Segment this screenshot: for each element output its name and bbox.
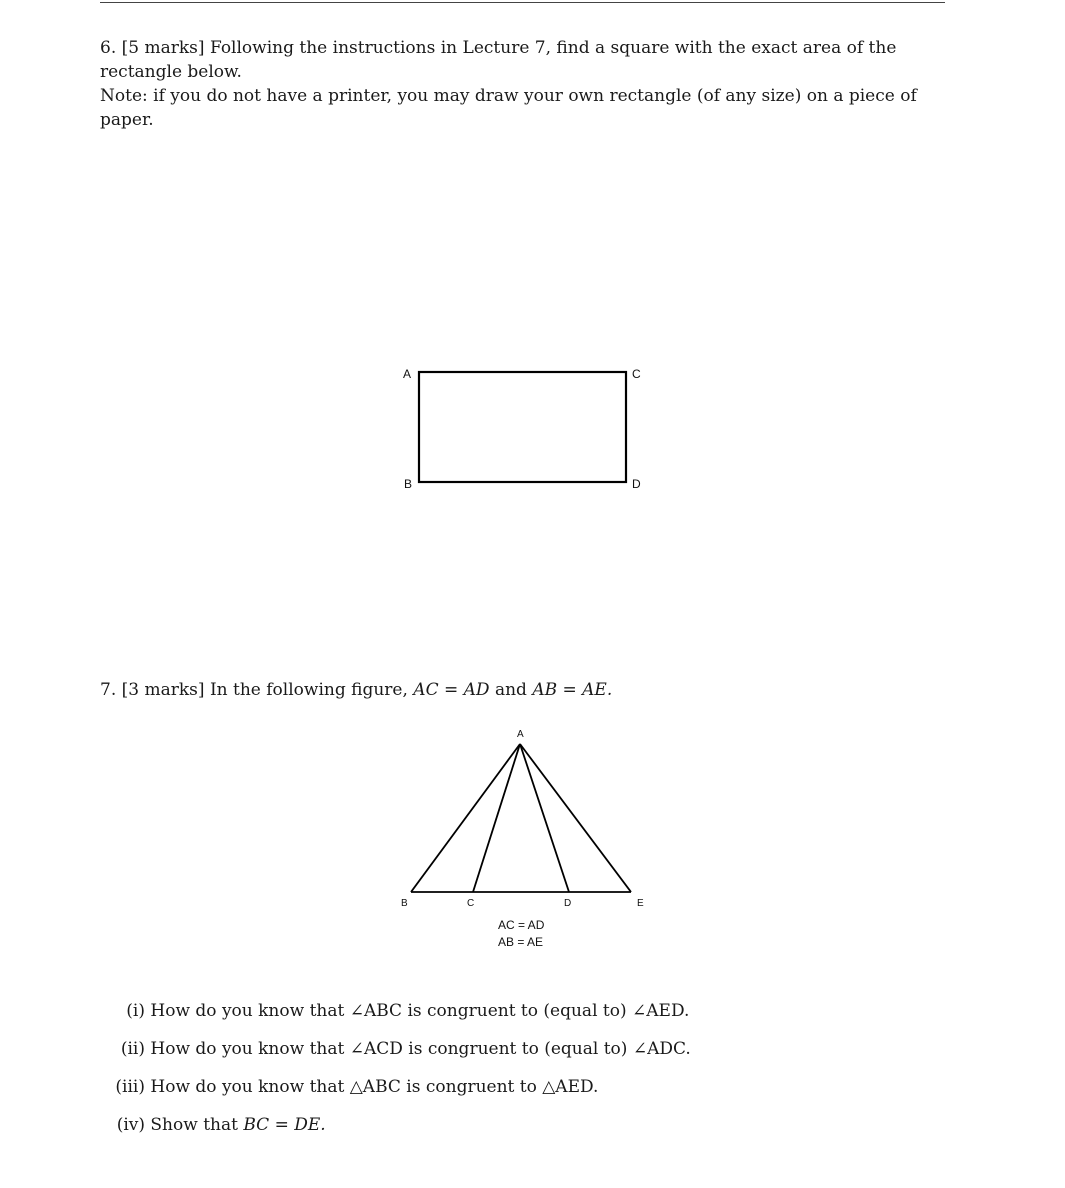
subquestion-number: (i) [126, 1001, 145, 1021]
subquestion-i [100, 999, 689, 1023]
question-7-text: In the following figure, [209, 680, 408, 700]
question-6 [100, 36, 960, 132]
question-7 [100, 678, 960, 702]
rect-label-c: C [632, 367, 641, 381]
subquestion-text: Show that [150, 1115, 238, 1135]
subquestion-text: How do you know that △ABC is congruent to △AED. [150, 1077, 599, 1097]
figure-note-ab-ae: AB = AE [498, 935, 544, 949]
subquestion-ii [100, 1037, 691, 1061]
segment-ae [520, 744, 631, 892]
segment-ab [411, 744, 520, 892]
question-6-note: Note: if you do not have a printer, you may draw your own rectangle (of any size) on a piece of paper. [100, 86, 917, 130]
rectangle-abdc [419, 372, 626, 482]
subquestion-number: (ii) [120, 1039, 145, 1059]
subquestion-number: (iii) [115, 1077, 145, 1097]
conjunction: and [494, 680, 527, 700]
equation-bc-de: BC = DE. [243, 1115, 326, 1135]
tri-label-b: B [401, 898, 408, 909]
rect-label-b: B [404, 477, 413, 491]
rect-label-d: D [632, 477, 641, 491]
tri-label-d: D [564, 898, 572, 909]
tri-label-c: C [467, 898, 475, 909]
tri-label-a: A [517, 729, 524, 740]
tri-label-e: E [637, 898, 644, 909]
question-number: 7. [100, 680, 117, 700]
equation-ab-ae: AB = AE. [532, 680, 613, 700]
segment-ad [520, 744, 569, 892]
question-marks: [5 marks] [121, 38, 205, 58]
question-6-text: Following the instructions in Lecture 7, find a square with the exact area of the rectangle below. [100, 38, 897, 82]
rect-label-a: A [403, 367, 412, 381]
equation-ac-ad: AC = AD [413, 680, 490, 700]
subquestion-text: How do you know that ∠ABC is congruent to (equal to) ∠AED. [150, 1001, 690, 1021]
subquestion-number: (iv) [116, 1115, 145, 1135]
subquestion-iii [100, 1075, 598, 1099]
question-marks: [3 marks] [121, 680, 205, 700]
rectangle-figure [403, 367, 641, 491]
top-rule [100, 2, 945, 3]
subquestion-iv [100, 1113, 326, 1137]
segment-ac [473, 744, 520, 892]
subquestion-text: How do you know that ∠ACD is congruent to (equal to) ∠ADC. [150, 1039, 691, 1059]
question-number: 6. [100, 38, 117, 58]
question-6-line1 [100, 36, 960, 84]
triangle-figure [401, 729, 644, 949]
figure-note-ac-ad: AC = AD [498, 918, 545, 932]
